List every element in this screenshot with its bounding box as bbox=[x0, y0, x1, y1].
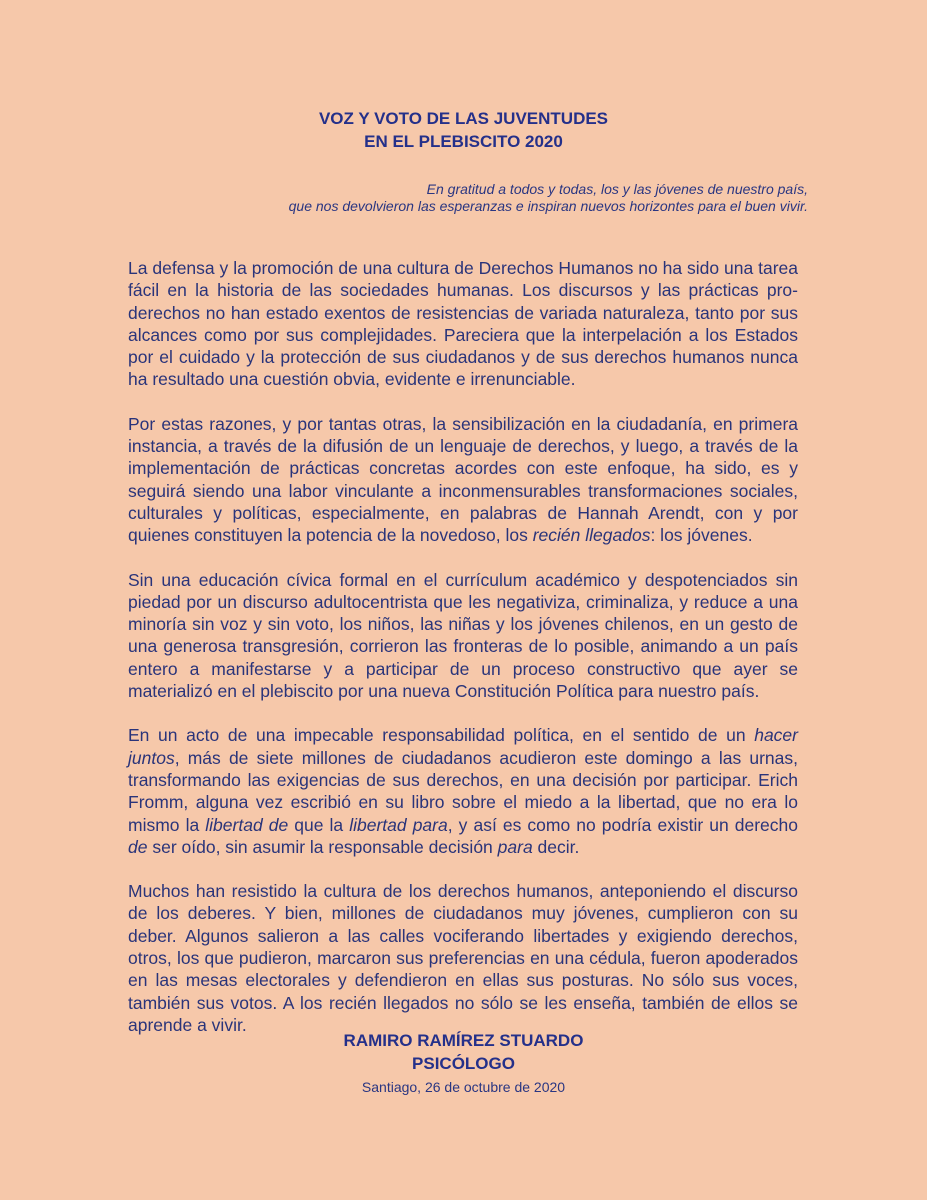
paragraph-1: La defensa y la promoción de una cultura de Derechos Humanos no ha sido una tarea fácil en la historia de las sociedades humanas. Los discursos y las prácticas pro-derechos no han estado exentos de resistencias de variada naturaleza, tanto por sus alcances como por sus complejidades. Pareciera que la interpelación a los Estados por el cuidado y la protección de sus ciudadanos y de sus derechos humanos nunca ha resultado una cuestión obvia, evidente e irrenunciable. bbox=[128, 258, 798, 390]
paragraph-2-text-a: Por estas razones, y por tantas otras, la sensibilización en la ciudadanía, en primera instancia, a través de la difusión de un lenguaje de derechos, y luego, a través de la implementación de prácticas concretas acordes con este enfoque, ha sido, es y seguirá siendo una labor vinculante a inconmensurables transformaciones sociales, culturales y políticas, especialmente, en palabras de Hannah Arendt, con y por quienes constituyen la potencia de la novedoso, los bbox=[128, 413, 798, 546]
signature-block bbox=[0, 1029, 927, 1098]
paragraph-4-text-e: ser oído, sin asumir la responsable decisión bbox=[147, 836, 498, 857]
paragraph-4-emphasis-2: libertad de bbox=[205, 814, 289, 835]
author-name: RAMIRO RAMÍREZ STUARDO bbox=[343, 1031, 584, 1050]
title-line-2: EN EL PLEBISCITO 2020 bbox=[364, 132, 563, 151]
paragraph-3: Sin una educación cívica formal en el currículum académico y despotenciados sin piedad por un discurso adultocentrista que les negativiza, criminaliza, y reduce a una minoría sin voz y sin voto, los niños, las niñas y los jóvenes chilenos, en un gesto de una generosa transgresión, corrieron las fronteras de lo posible, animando a un país entero a manifestarse y a participar de un proceso constructivo que ayer se materializó en el plebiscito por una nueva Constitución Política para nuestro país. bbox=[128, 569, 798, 702]
paragraph-2 bbox=[128, 413, 798, 547]
paragraph-2-text-b: : los jóvenes. bbox=[650, 525, 753, 546]
paragraph-4-emphasis-5: para bbox=[497, 836, 533, 857]
title-line-1: VOZ Y VOTO DE LAS JUVENTUDES bbox=[318, 109, 609, 128]
document-title bbox=[0, 107, 927, 153]
author-role: PSICÓLOGO bbox=[412, 1054, 515, 1073]
dedication-line-1: En gratitud a todos y todas, los y las jóvenes de nuestro país, bbox=[426, 181, 808, 197]
paragraph-4-emphasis-3: libertad para bbox=[349, 814, 448, 835]
place-date: Santiago, 26 de octubre de 2020 bbox=[361, 1079, 566, 1095]
paragraph-4-text-c: que la bbox=[288, 814, 350, 835]
paragraph-4-emphasis-4: de bbox=[128, 836, 148, 857]
paragraph-4 bbox=[128, 724, 798, 858]
dedication bbox=[200, 181, 808, 215]
article-body bbox=[128, 257, 798, 1058]
paragraph-4-text-a: En un acto de una impecable responsabilidad política, en el sentido de un bbox=[128, 725, 755, 746]
paragraph-2-emphasis: recién llegados bbox=[532, 525, 651, 546]
paragraph-4-text-d: , y así es como no podría existir un derecho bbox=[447, 814, 799, 835]
paragraph-4-emphasis-1: hacer juntos bbox=[128, 725, 798, 768]
dedication-line-2: que nos devolvieron las esperanzas e inspiran nuevos horizontes para el buen vivir. bbox=[288, 198, 808, 214]
paragraph-5: Muchos han resistido la cultura de los derechos humanos, anteponiendo el discurso de los deberes. Y bien, millones de ciudadanos muy jóvenes, cumplieron con su deber. Algunos salieron a las calles vociferando libertades y exigiendo derechos, otros, los que pudieron, marcaron sus preferencias en una cédula, fueron apoderados en las mesas electorales y defendieron en ellas sus posturas. No sólo sus voces, también sus votos. A los recién llegados no sólo se les enseña, también de ellos se aprende a vivir. bbox=[128, 881, 798, 1035]
paragraph-4-text-f: decir. bbox=[532, 836, 580, 857]
paragraph-4-text-b: , más de siete millones de ciudadanos acudieron este domingo a las urnas, transformando las exigencias de sus derechos, en una decisión por participar. Erich Fromm, alguna vez escribió en su libro sobre el miedo a la libertad, que no era lo mismo la bbox=[128, 747, 798, 835]
